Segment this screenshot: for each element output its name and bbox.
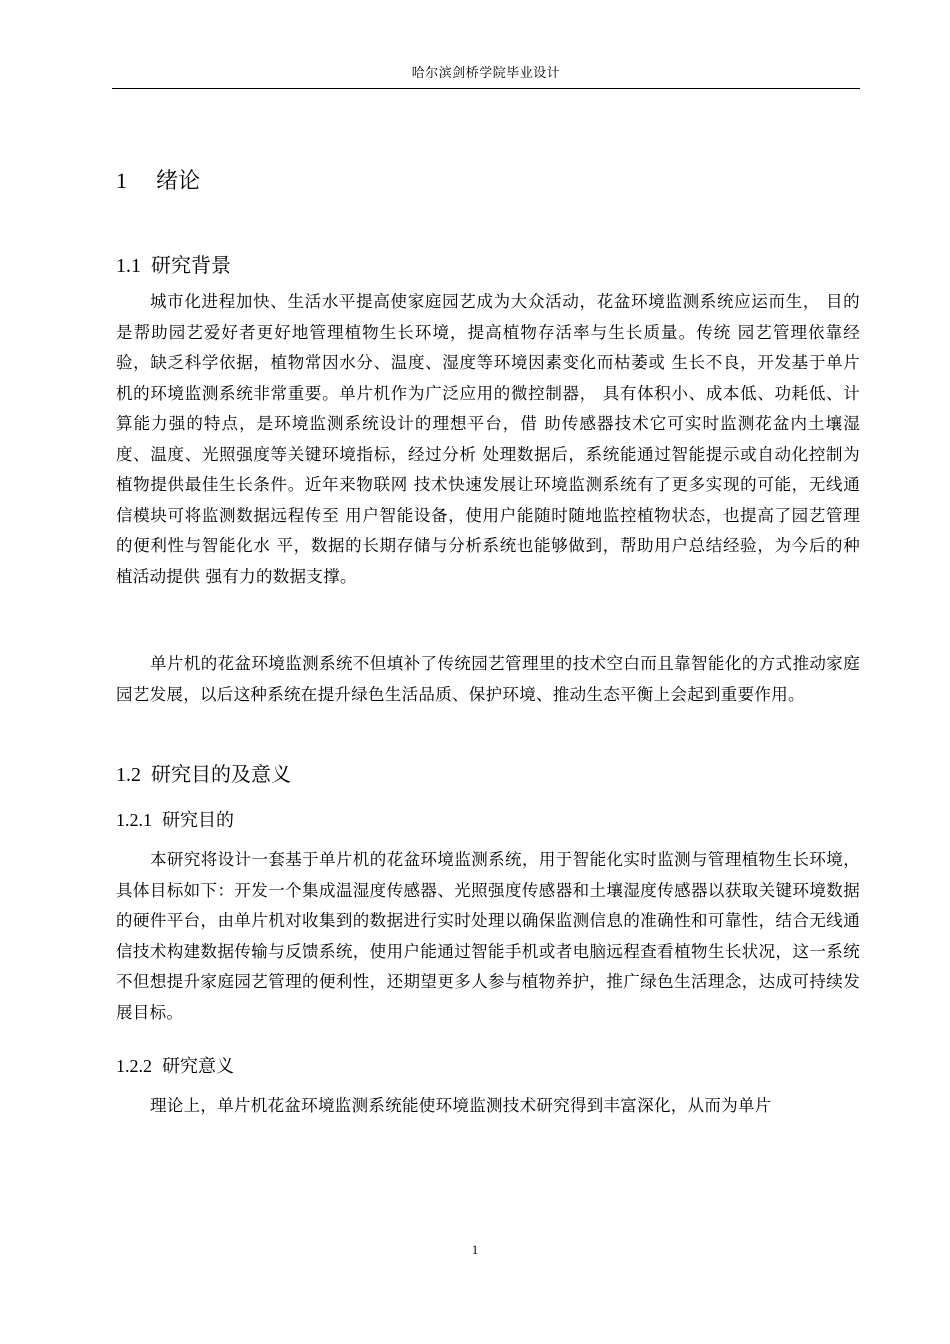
section-1-1-number: 1.1 xyxy=(116,255,141,277)
section-1-1-paragraph-2: 单片机的花盆环境监测系统不但填补了传统园艺管理里的技术空白而且靠智能化的方式推动家庭园艺发展，以后这种系统在提升绿色生活品质、保护环境、推动生态平衡上会起到重要作用。 xyxy=(116,654,860,704)
section-1-2-1-number: 1.2.1 xyxy=(116,810,152,830)
section-1-2-2-paragraph: 理论上，单片机花盆环境监测系统能使环境监测技术研究得到丰富深化，从而为单片 xyxy=(150,1096,772,1115)
section-1-1-heading xyxy=(116,249,231,278)
page-number: 1 xyxy=(471,1242,479,1257)
section-1-1-paragraph-1: 城市化进程加快、生活水平提高使家庭园艺成为大众活动，花盆环境监测系统应运而生， 目的是帮助园艺爱好者更好地管理植物生长环境，提高植物存活率与生长质量。传统 园艺管理依靠经验，缺乏科学依据，植物常因水分、温度、湿度等环境因素变化而枯萎或 生长不良，开发基于单片机的环境监测系统非常重要。单片机作为广泛应用的微控制器， 具有体积小、成本低、功耗低、计算能力强的特点，是环境监测系统设计的理想平台，借 助传感器技术它可实时监测花盆内土壤湿度、温度、光照强度等关键环境指标，经过分析 处理数据后，系统能通过智能提示或自动化控制为植物提供最佳生长条件。近年来物联网 技术快速发展让环境监测系统有了更多实现的可能，无线通信模块可将监测数据远程传至 用户智能设备，使用户能随时随地监控植物状态，也提高了园艺管理的便利性与智能化水 平，数据的长期存储与分析系统也能够做到，帮助用户总结经验，为今后的种植活动提供 强有力的数据支撑。 xyxy=(116,292,860,586)
section-1-1-title: 研究背景 xyxy=(151,253,231,277)
section-1-2-title: 研究目的及意义 xyxy=(151,762,291,786)
chapter-number: 1 xyxy=(116,168,127,193)
section-1-2-number: 1.2 xyxy=(116,764,141,786)
section-1-2-2-heading xyxy=(116,1052,234,1078)
page-header: 哈尔滨剑桥学院毕业设计 xyxy=(411,66,561,81)
section-1-2-1-heading xyxy=(116,806,234,832)
chapter-title: 绪论 xyxy=(156,169,201,194)
header-rule xyxy=(112,88,860,89)
section-1-2-1-paragraph: 本研究将设计一套基于单片机的花盆环境监测系统，用于智能化实时监测与管理植物生长环境，具体目标如下：开发一个集成温湿度传感器、光照强度传感器和土壤湿度传感器以获取关键环境数据的硬件平台，由单片机对收集到的数据进行实时处理以确保监测信息的准确性和可靠性，结合无线通信技术构建数据传输与反馈系统，使用户能通过智能手机或者电脑远程查看植物生长状况，这一系统不但想提升家庭园艺管理的便利性，还期望更多人参与植物养护，推广绿色生活理念，达成可持续发展目标。 xyxy=(116,850,860,1022)
section-1-2-1-title: 研究目的 xyxy=(162,810,234,831)
section-1-2-heading xyxy=(116,758,291,787)
section-1-2-2-title: 研究意义 xyxy=(162,1056,234,1077)
chapter-heading xyxy=(116,164,200,195)
section-1-2-2-number: 1.2.2 xyxy=(116,1056,152,1076)
